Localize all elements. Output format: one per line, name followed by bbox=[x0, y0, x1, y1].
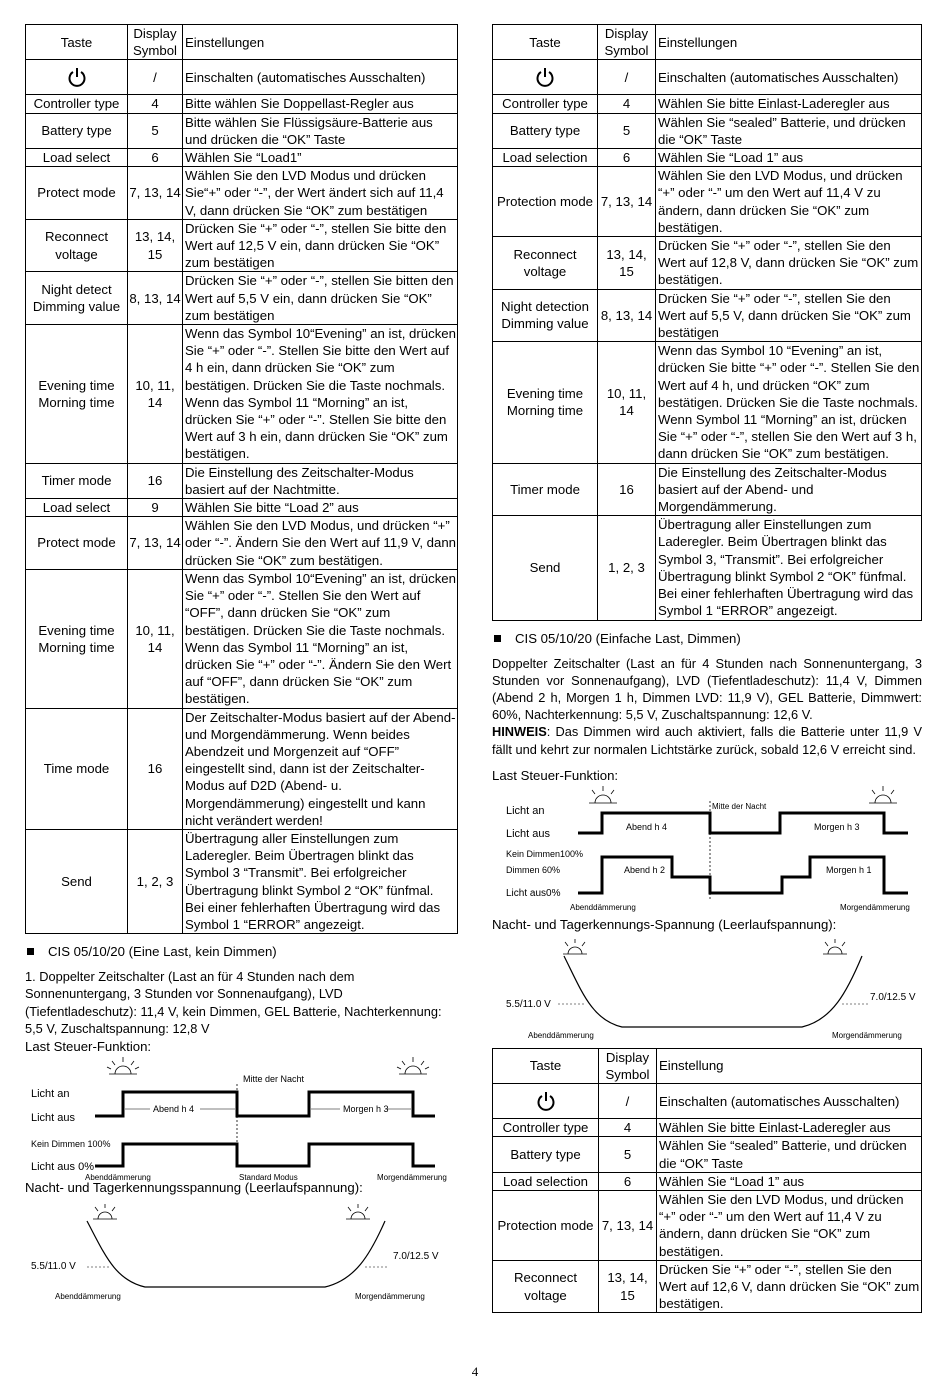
right-paragraph bbox=[492, 655, 922, 758]
diag-abend2: Abend h 2 bbox=[624, 864, 666, 875]
header-display: Display Symbol bbox=[599, 1048, 657, 1083]
row-setting-text: Drücken Sie “+” oder “-”, stellen Sie den Wert auf 5,5 V, dann drücken Sie “OK” zum bestätigen bbox=[656, 289, 922, 342]
row-setting-text: Wählen Sie “Load1” bbox=[183, 149, 458, 167]
right-column bbox=[492, 24, 922, 1313]
table-row bbox=[26, 272, 458, 325]
row-key: Load selection bbox=[493, 149, 598, 167]
header-taste: Taste bbox=[493, 25, 598, 60]
row-key: Reconnect voltage bbox=[493, 1260, 599, 1313]
row-setting-text: Die Einstellung des Zeitschalter-Modus basiert auf der Abend- und Morgendämmerung. bbox=[656, 463, 922, 516]
row-display-symbol: 13, 14, 15 bbox=[599, 1260, 657, 1313]
diag-morgendammerung: Morgendämmerung bbox=[377, 1172, 447, 1182]
row-display-symbol: 16 bbox=[128, 708, 183, 829]
night-morgen: Morgendämmerung bbox=[355, 1291, 425, 1301]
table-header-row bbox=[493, 25, 922, 60]
right-paragraph-text: Doppelter Zeitschalter (Last an für 4 Stunden nach Sonnenuntergang, 3 Stunden vor Sonnenaufgang), LVD (Tiefentladeschutz): 11,4 V, Dimmen (Abend 2 h, Morgen 1 h, Dimmen LVD: 11,9 V), GEL Batterie, Dimmwert: 60%, Nachterkennung: 5,5 V, Zuschaltspannung: 12,6 V. bbox=[492, 655, 922, 723]
row-setting-text: Drücken Sie “+” oder “-”, stellen Sie den Wert auf 12,8 V, dann drücken Sie “OK” zum bestätigen. bbox=[656, 237, 922, 290]
left-load-label: Last Steuer-Funktion: bbox=[25, 1038, 152, 1054]
row-display-symbol: 4 bbox=[128, 95, 183, 113]
bullet-square bbox=[494, 635, 501, 642]
left-table-body bbox=[26, 60, 458, 934]
diag-abend-label: Abend h 4 bbox=[153, 1103, 195, 1114]
diag-morgen3: Morgen h 3 bbox=[814, 821, 860, 832]
row-display-symbol: 10, 11, 14 bbox=[128, 325, 183, 464]
row-key: Load select bbox=[26, 499, 128, 517]
table-row bbox=[26, 149, 458, 167]
row-key: Timer mode bbox=[26, 463, 128, 498]
row-key: Controller type bbox=[493, 95, 598, 113]
row-key: Send bbox=[493, 516, 598, 620]
row-key: Send bbox=[26, 829, 128, 933]
row-key: Evening time Morning time bbox=[493, 342, 598, 463]
row-setting-text: Übertragung aller Einstellungen zum Laderegler. Beim Übertragen blinkt das Symbol 3 “Transmit”. Bei erfolgreicher Übertragung blinkt Symbol 2 “OK” fünfmal. Bei einer fehlerhaften Übertragung wird das Symbol 1 “ERROR” angezeigt. bbox=[183, 829, 458, 933]
row-setting-text: Wählen Sie “Load 1” aus bbox=[657, 1172, 922, 1190]
diag-licht-aus0: Licht aus 0% bbox=[31, 1160, 94, 1173]
diag-morgen-label: Morgen h 3 bbox=[343, 1103, 389, 1114]
voltage-curve bbox=[564, 956, 862, 1027]
night-abend: Abenddämmerung bbox=[55, 1291, 121, 1301]
row-key: Timer mode bbox=[493, 463, 598, 516]
row-setting-text: Einschalten (automatisches Ausschalten) bbox=[183, 60, 458, 95]
power-icon bbox=[26, 60, 128, 95]
right-section-heading bbox=[492, 631, 922, 646]
row-key: Battery type bbox=[26, 113, 128, 148]
row-display-symbol: / bbox=[598, 60, 656, 95]
table-row bbox=[26, 829, 458, 933]
row-setting-text: Einschalten (automatisches Ausschalten) bbox=[656, 60, 922, 95]
row-key: Night detect Dimming value bbox=[26, 272, 128, 325]
sunrise-icon bbox=[346, 1204, 370, 1219]
row-key: Load select bbox=[26, 149, 128, 167]
row-display-symbol: / bbox=[128, 60, 183, 95]
row-display-symbol: 8, 13, 14 bbox=[598, 289, 656, 342]
row-setting-text: Drücken Sie “+” oder “-”, stellen Sie bitte den Wert auf 12,5 V ein, dann drücken Sie “OK” zum bestätigen bbox=[183, 219, 458, 272]
row-setting-text: Wählen Sie bitte Einlast-Laderegler aus bbox=[657, 1119, 922, 1137]
row-key: Load selection bbox=[493, 1172, 599, 1190]
table-row bbox=[493, 60, 922, 95]
diag-morgen1: Morgen h 1 bbox=[826, 864, 872, 875]
row-display-symbol: 16 bbox=[128, 463, 183, 498]
table-header-row bbox=[493, 1048, 922, 1083]
row-display-symbol: 10, 11, 14 bbox=[598, 342, 656, 463]
diag-licht-aus: Licht aus bbox=[31, 1111, 76, 1124]
row-setting-text: Wählen Sie bitte Einlast-Laderegler aus bbox=[656, 95, 922, 113]
table-row bbox=[493, 95, 922, 113]
row-setting-text: Übertragung aller Einstellungen zum Laderegler. Beim Übertragen blinkt das Symbol 3, “Transmit”. Bei erfolgreicher Übertragung blinkt Symbol 2 “OK” fünfmal. Bei einer fehlerhaften Übertragung wird das Symbol 1 “ERROR” angezeigt. bbox=[656, 516, 922, 620]
row-display-symbol: 13, 14, 15 bbox=[598, 237, 656, 290]
row-key: Protection mode bbox=[493, 167, 598, 237]
night-morgen: Morgendämmerung bbox=[832, 1030, 902, 1040]
dimming-signal-line bbox=[95, 1144, 435, 1166]
table-row bbox=[26, 113, 458, 148]
table-row bbox=[26, 499, 458, 517]
row-setting-text: Wählen Sie den LVD Modus, und drücken “+” oder “-”. Ändern Sie den Wert auf 11,9 V, dann drücken Sie “OK” zum bestätigen. bbox=[183, 517, 458, 570]
left-settings-table bbox=[25, 24, 458, 934]
table-row bbox=[26, 463, 458, 498]
row-display-symbol: 5 bbox=[598, 113, 656, 148]
right-night-diagram bbox=[492, 932, 922, 1044]
row-display-symbol: 13, 14, 15 bbox=[128, 219, 183, 272]
diag-licht-aus0: Licht aus0% bbox=[506, 887, 561, 899]
row-display-symbol: 6 bbox=[599, 1172, 657, 1190]
row-setting-text: Drücken Sie “+” oder “-”, stellen Sie bitten den Wert auf 5,5 V ein, dann drücken Sie “OK” zum bestätigen bbox=[183, 272, 458, 325]
table-row bbox=[493, 463, 922, 516]
diag-licht-aus: Licht aus bbox=[506, 827, 551, 840]
sunrise-icon bbox=[397, 1057, 429, 1074]
row-setting-text: Wählen Sie “sealed” Batterie, und drücken die “OK” Taste bbox=[657, 1137, 922, 1172]
bullet-square bbox=[27, 948, 34, 955]
table-row bbox=[493, 342, 922, 463]
right-table-2-body bbox=[493, 1084, 922, 1313]
row-key: Time mode bbox=[26, 708, 128, 829]
table-row bbox=[26, 517, 458, 570]
header-settings: Einstellungen bbox=[183, 25, 458, 60]
row-key: Protection mode bbox=[493, 1190, 599, 1260]
night-right-v: 7.0/12.5 V bbox=[870, 991, 916, 1003]
row-display-symbol: 6 bbox=[598, 149, 656, 167]
table-row bbox=[26, 60, 458, 95]
header-display: Display Symbol bbox=[598, 25, 656, 60]
diag-morgendammerung: Morgendämmerung bbox=[840, 902, 910, 912]
row-setting-text: Der Zeitschalter-Modus basiert auf der Abend- und Morgendämmerung. Wenn beides Abendzeit und Morgenzeit auf “OFF” eingestellt sind, dann ist der Zeitschalter-Modus auf D2D (Abend- u. Morgendämmerung) eingestellt und kann nicht verändert werden! bbox=[183, 708, 458, 829]
table-row bbox=[493, 167, 922, 237]
table-row bbox=[26, 708, 458, 829]
note-text: : Das Dimmen wird auch aktiviert, falls die Batterie unter 11,9 V fällt und kehrt zur normalen Lichtstärke zurück, sobald 12,6 V erreicht sind. bbox=[492, 724, 922, 757]
sunrise-icon bbox=[823, 939, 847, 954]
night-abend: Abenddämmerung bbox=[528, 1030, 594, 1040]
row-key: Evening time Morning time bbox=[26, 325, 128, 464]
row-setting-text: Wählen Sie “Load 1” aus bbox=[656, 149, 922, 167]
sunset-icon bbox=[93, 1204, 117, 1219]
row-display-symbol: 1, 2, 3 bbox=[128, 829, 183, 933]
table-row bbox=[493, 149, 922, 167]
sunset-icon bbox=[107, 1057, 139, 1074]
header-taste: Taste bbox=[26, 25, 128, 60]
right-night-label: Nacht- und Tagerkennungs-Spannung (Leerlaufspannung): bbox=[492, 916, 837, 932]
row-display-symbol: 7, 13, 14 bbox=[598, 167, 656, 237]
row-display-symbol: / bbox=[599, 1084, 657, 1119]
row-display-symbol: 9 bbox=[128, 499, 183, 517]
row-display-symbol: 1, 2, 3 bbox=[598, 516, 656, 620]
table-row bbox=[26, 95, 458, 113]
left-night-label: Nacht- und Tagerkennungsspannung (Leerlaufspannung): bbox=[25, 1179, 363, 1195]
sunrise-icon bbox=[869, 786, 897, 803]
left-load-diagram bbox=[25, 1054, 455, 1182]
row-display-symbol: 7, 13, 14 bbox=[599, 1190, 657, 1260]
power-icon bbox=[493, 1084, 599, 1119]
table-row bbox=[493, 1190, 922, 1260]
diag-abenddammerung: Abenddämmerung bbox=[85, 1172, 151, 1182]
row-display-symbol: 5 bbox=[128, 113, 183, 148]
row-display-symbol: 4 bbox=[599, 1119, 657, 1137]
row-display-symbol: 5 bbox=[599, 1137, 657, 1172]
right-load-diagram bbox=[492, 783, 922, 913]
row-display-symbol: 4 bbox=[598, 95, 656, 113]
left-paragraph: 1. Doppelter Zeitschalter (Last an für 4 Stunden nach dem Sonnenuntergang, 3 Stunden vor Sonnenaufgang), LVD (Tiefentladeschutz): 11,4 V, kein Dimmen, GEL Batterie, Nachterkennung: 5,5 V, Zuschaltspannung: 12,8 V bbox=[25, 969, 442, 1036]
power-icon bbox=[493, 60, 598, 95]
header-taste: Taste bbox=[493, 1048, 599, 1083]
table-row bbox=[493, 289, 922, 342]
row-setting-text: Wenn das Symbol 10 “Evening” an ist, drücken Sie bitte “+” oder “-”. Stellen Sie den Wert auf 4 h, und drücken “OK” zum bestätigen. Drücken Sie die Taste nochmals. Wenn Symbol 11 “Morning” an ist, drücken Sie “+” oder “-”, stellen Sie den Wert auf 3 h, dann drücken Sie “OK” zum bestätigen. bbox=[656, 342, 922, 463]
row-key: Night detection Dimming value bbox=[493, 289, 598, 342]
row-key: Protect mode bbox=[26, 167, 128, 220]
diag-kein-dimmen: Kein Dimmen 100% bbox=[31, 1138, 111, 1149]
night-left-v: 5.5/11.0 V bbox=[31, 1260, 76, 1272]
table-row bbox=[493, 1137, 922, 1172]
row-key: Protect mode bbox=[26, 517, 128, 570]
table-row bbox=[493, 1260, 922, 1313]
row-display-symbol: 7, 13, 14 bbox=[128, 517, 183, 570]
table-row bbox=[493, 516, 922, 620]
diag-kein-dimmen: Kein Dimmen100% bbox=[506, 848, 584, 859]
right-table-1-body bbox=[493, 60, 922, 620]
right-settings-table-2 bbox=[492, 1048, 922, 1314]
row-setting-text: Wählen Sie den LVD Modus, und drücken “+” oder “-” um den Wert auf 11,4 V zu ändern, dann drücken Sie “OK” zum bestätigen. bbox=[656, 167, 922, 237]
row-key: Battery type bbox=[493, 1137, 599, 1172]
row-setting-text: Wählen Sie bitte “Load 2” aus bbox=[183, 499, 458, 517]
row-setting-text: Die Einstellung des Zeitschalter-Modus basiert auf der Nachtmitte. bbox=[183, 463, 458, 498]
row-display-symbol: 6 bbox=[128, 149, 183, 167]
night-left-v: 5.5/11.0 V bbox=[506, 998, 551, 1010]
row-setting-text: Einschalten (automatisches Ausschalten) bbox=[657, 1084, 922, 1119]
table-row bbox=[493, 1084, 922, 1119]
row-key: Reconnect voltage bbox=[26, 219, 128, 272]
right-settings-table-1 bbox=[492, 24, 922, 621]
diag-mitte-label: Mitte der Nacht bbox=[712, 801, 767, 811]
row-key: Controller type bbox=[26, 95, 128, 113]
voltage-curve bbox=[87, 1221, 385, 1287]
header-display: Display Symbol bbox=[128, 25, 183, 60]
table-row bbox=[493, 1119, 922, 1137]
row-key: Battery type bbox=[493, 113, 598, 148]
left-night-diagram bbox=[25, 1195, 455, 1307]
left-section-heading bbox=[25, 944, 458, 959]
row-setting-text: Wählen Sie den LVD Modus und drücken Sie“+” oder “-”, der Wert ändert sich auf 11,4 V, dann drücken Sie “OK” zum bestätigen bbox=[183, 167, 458, 220]
row-key: Controller type bbox=[493, 1119, 599, 1137]
right-heading-text: CIS 05/10/20 (Einfache Last, Dimmen) bbox=[515, 630, 741, 646]
row-setting-text: Wenn das Symbol 10“Evening” an ist, drücken Sie “+” oder “-”. Stellen Sie bitte den Wert auf 4 h ein, dann drücken Sie “OK” zum bestätigen. Drücken Sie die Taste nochmals. Wenn das Symbol 11 “Morning” an ist, drücken Sie “+” oder “-”. Stellen Sie bitte den Wert auf 3 h ein, dann drücken Sie “OK” zum bestätigen. bbox=[183, 325, 458, 464]
row-setting-text: Wählen Sie den LVD Modus, und drücken “+” oder “-” um den Wert auf 11,4 V zu ändern, dann drücken Sie “OK” zum bestätigen. bbox=[657, 1190, 922, 1260]
diag-standard: Standard Modus bbox=[239, 1172, 298, 1182]
row-setting-text: Wenn das Symbol 10“Evening” an ist, drücken Sie “+” oder “-”. Stellen Sie den Wert auf “OFF”, dann drücken Sie “OK” zum bestätigen. Drücken Sie die Taste nochmals. Wenn das Symbol 11 “Morning” an ist, drücken Sie “+” oder “-”. Ändern Sie den Wert auf “OFF”, dann drücken Sie “OK” zum bestätigen. bbox=[183, 569, 458, 708]
diag-licht-an: Licht an bbox=[31, 1087, 70, 1100]
diag-abenddammerung: Abenddämmerung bbox=[570, 902, 636, 912]
table-row bbox=[26, 219, 458, 272]
row-setting-text: Bitte wählen Sie Doppellast-Regler aus bbox=[183, 95, 458, 113]
table-row bbox=[26, 569, 458, 708]
table-row bbox=[493, 113, 922, 148]
sunset-icon bbox=[563, 939, 587, 954]
table-header-row bbox=[26, 25, 458, 60]
table-row bbox=[493, 237, 922, 290]
row-setting-text: Wählen Sie “sealed” Batterie, und drücken die “OK” Taste bbox=[656, 113, 922, 148]
diag-licht-an: Licht an bbox=[506, 804, 545, 817]
note-bold: HINWEIS bbox=[492, 724, 547, 740]
header-setting: Einstellung bbox=[657, 1048, 922, 1083]
diag-mitte-label: Mitte der Nacht bbox=[243, 1073, 305, 1084]
row-key: Reconnect voltage bbox=[493, 237, 598, 290]
row-display-symbol: 8, 13, 14 bbox=[128, 272, 183, 325]
table-row bbox=[493, 1172, 922, 1190]
table-row bbox=[26, 167, 458, 220]
header-settings: Einstellungen bbox=[656, 25, 922, 60]
diag-dimmen60: Dimmen 60% bbox=[506, 864, 561, 875]
row-display-symbol: 16 bbox=[598, 463, 656, 516]
row-setting-text: Drücken Sie “+” oder “-”, stellen Sie den Wert auf 12,6 V, dann drücken Sie “OK” zum bestätigen. bbox=[657, 1260, 922, 1313]
sunset-icon bbox=[589, 786, 617, 803]
row-setting-text: Bitte wählen Sie Flüssigsäure-Batterie aus und drücken die “OK” Taste bbox=[183, 113, 458, 148]
left-heading-text: CIS 05/10/20 (Eine Last, kein Dimmen) bbox=[48, 944, 277, 960]
row-display-symbol: 10, 11, 14 bbox=[128, 569, 183, 708]
night-right-v: 7.0/12.5 V bbox=[393, 1250, 439, 1262]
dimming-signal-line bbox=[578, 857, 908, 893]
right-load-label: Last Steuer-Funktion: bbox=[492, 767, 619, 783]
left-column bbox=[25, 24, 458, 1307]
diag-abend4: Abend h 4 bbox=[626, 821, 668, 832]
page-number: 4 bbox=[471, 1364, 479, 1379]
row-key: Evening time Morning time bbox=[26, 569, 128, 708]
table-row bbox=[26, 325, 458, 464]
row-display-symbol: 7, 13, 14 bbox=[128, 167, 183, 220]
